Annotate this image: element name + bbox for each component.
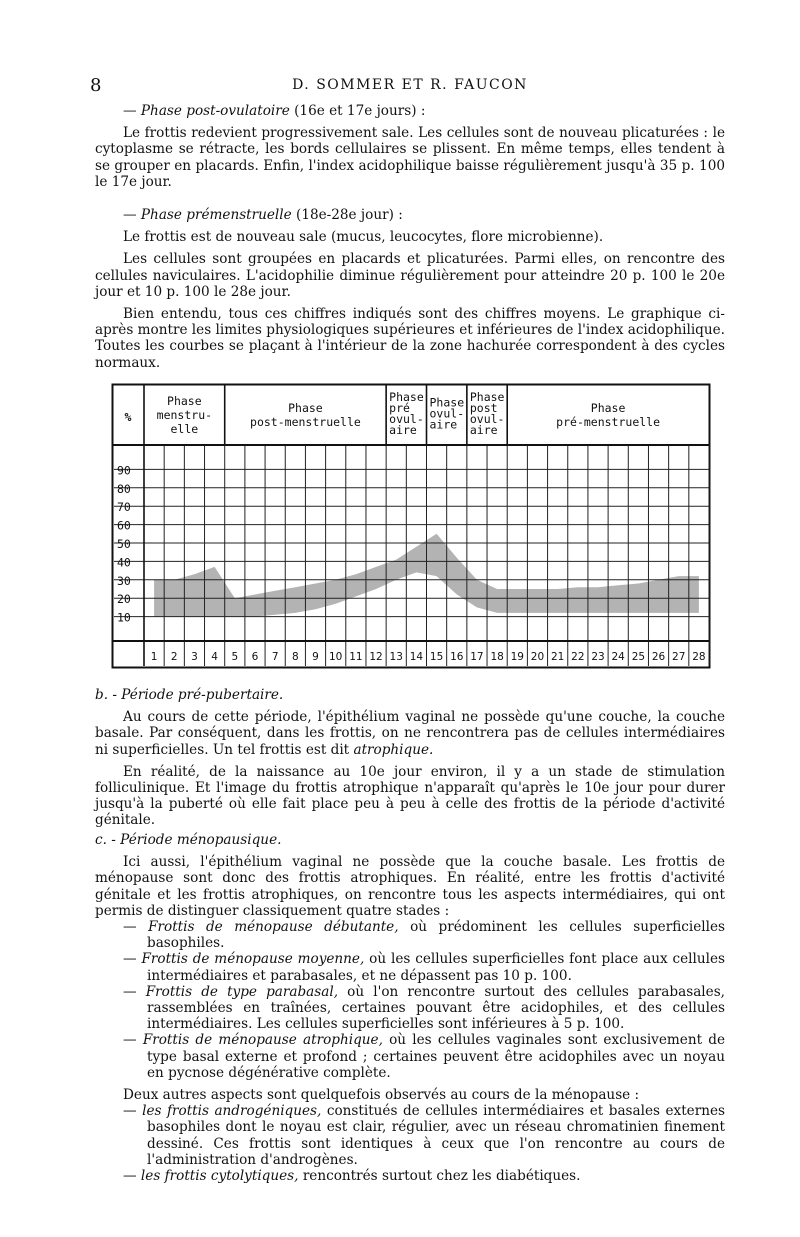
x-tick-label: 1: [150, 651, 158, 663]
y-axis-label: %: [124, 410, 132, 424]
x-tick-label: 27: [672, 651, 686, 663]
y-tick-label: 80: [117, 481, 131, 496]
phase-label-line: pré-menstruelle: [556, 415, 661, 429]
x-tick-label: 19: [510, 651, 524, 663]
running-title: D. SOMMER ET R. FAUCON: [292, 77, 528, 93]
y-tick-label: 40: [117, 555, 131, 570]
y-tick-label: 10: [117, 610, 131, 625]
x-tick-label: 21: [550, 651, 565, 663]
phase-label-line: elle: [170, 422, 199, 436]
section-premenstrual: [95, 207, 725, 371]
x-tick-label: 3: [191, 651, 198, 663]
phase-label-line: ovul-: [429, 406, 465, 421]
x-tick-label: 17: [470, 651, 484, 663]
y-tick-label: 20: [117, 592, 131, 607]
y-tick-label: 50: [117, 537, 131, 551]
x-tick-label: 13: [389, 651, 403, 663]
acidophilic-index-chart: [111, 383, 711, 669]
phase-label-line: Phase: [288, 401, 323, 415]
section-menopausal: [95, 832, 725, 1184]
phase-label: [556, 401, 660, 429]
phase-label-line: aire: [389, 423, 417, 437]
chart-svg: [111, 383, 711, 669]
phase-label-line: menstru-: [156, 408, 213, 422]
x-tick-label: 11: [349, 651, 363, 663]
aspect-item: — les frottis androgéniques, constitués de cellules intermédiaires et basales externes basophiles dont le noyau est clair, régulier, avec un réseau chromatinien finement dessiné. Ces frottis sont identiques à ceux que l'on rencontre au cours de l'administration d'androgènes.: [123, 1103, 726, 1168]
phase-label-line: pré: [389, 401, 410, 415]
y-tick-label: 90: [117, 463, 131, 478]
phase-label: [157, 394, 212, 436]
premenstrual-paragraph-1: Le frottis est de nouveau sale (mucus, leucocytes, flore microbienne).: [123, 229, 604, 246]
y-tick-label: 70: [117, 500, 131, 515]
menopausal-paragraph: Ici aussi, l'épithélium vaginal ne possède que la couche basale. Les frottis de ménopause sont donc des frottis atrophiques. En réalité, entre les frottis d'activité génitale et les frottis atrophiques, on rencontre tous les aspects intermédiaires, qui ont permis de distinguer classiquement quatre stades :: [95, 854, 725, 919]
x-tick-label: 28: [692, 651, 706, 663]
x-tick-label: 5: [231, 651, 239, 663]
prepubertal-heading: b. - Période pré-pubertaire.: [95, 687, 284, 703]
phase-label: [430, 396, 465, 432]
page-number: 8: [90, 75, 102, 96]
menopausal-paragraph-2: Deux autres aspects sont quelquefois observés au cours de la ménopause :: [123, 1087, 640, 1104]
x-tick-label: 16: [450, 651, 464, 663]
stage-item: — Frottis de ménopause débutante, où prédominent les cellules superficielles basophiles.: [123, 919, 726, 952]
stage-item: — Frottis de type parabasal, où l'on rencontre surtout des cellules parabasales, rassemblées en traînées, certaines pouvant être acidophiles, et des cellules intermédiaires. Les cellules superficielles sont inférieures à 5 p. 100.: [123, 983, 725, 1033]
y-tick-label: 60: [117, 518, 131, 533]
phase-label-line: Phase: [590, 401, 626, 415]
premenstrual-paragraph-3: Bien entendu, tous ces chiffres indiqués sont des chiffres moyens. Le graphique ci-après montre les limites physiologiques supérieures et inférieures de l'index acidophilique. Toutes les courbes se plaçant à l'intérieur de la zone hachurée correspondent à des cycles normaux.: [95, 306, 725, 371]
post-ovulatory-heading: — Phase post-ovulatoire (16e et 17e jours) :: [123, 103, 426, 119]
aspect-item: — les frottis cytolytiques, rencontrés surtout chez les diabétiques.: [123, 1168, 581, 1185]
x-tick-label: 10: [329, 651, 343, 663]
x-tick-label: 6: [251, 651, 259, 663]
x-tick-label: 15: [429, 651, 444, 663]
premenstrual-heading: — Phase prémenstruelle (18e-28e jour) :: [123, 207, 403, 223]
x-tick-label: 22: [571, 651, 585, 663]
x-tick-label: 18: [490, 651, 504, 663]
prepubertal-paragraph-2: En réalité, de la naissance au 10e jour environ, il y a un stade de stimulation folliculinique. Et l'image du frottis atrophique n'apparaît qu'après le 10e jour pour durer jusqu'à la puberté où elle fait place peu à peu à celle des frottis de la période d'activité génitale.: [95, 763, 725, 829]
menopausal-heading: c. - Période ménopausique.: [95, 832, 282, 848]
premenstrual-paragraph-2: Les cellules sont groupées en placards et plicaturées. Parmi elles, on rencontre des cellules naviculaires. L'acidophilie diminue régulièrement pour atteindre 20 p. 100 le 20e jour et 10 p. 100 le 28e jour.: [95, 251, 725, 300]
phase-label-line: aire: [469, 423, 498, 437]
phase-label-line: Phase: [167, 394, 202, 408]
x-tick-label: 8: [291, 651, 299, 663]
x-tick-label: 4: [211, 651, 218, 663]
x-tick-label: 12: [369, 651, 383, 663]
x-tick-label: 14: [409, 651, 424, 663]
phase-label: [250, 401, 361, 429]
phase-label: [389, 390, 424, 437]
x-tick-label: 24: [611, 651, 625, 663]
x-tick-label: 25: [631, 651, 646, 663]
phase-label-line: ovul-: [389, 412, 424, 426]
x-tick-label: 2: [170, 651, 178, 663]
section-post-ovulatory: [95, 103, 725, 190]
phase-label-line: post-menstruelle: [250, 415, 361, 429]
phase-label-line: post: [469, 401, 498, 415]
phase-label-line: Phase: [469, 390, 505, 404]
phase-label-line: Phase: [389, 390, 424, 404]
x-tick-label: 7: [271, 651, 279, 663]
phase-label-line: Phase: [429, 395, 465, 410]
y-tick-label: 30: [117, 573, 131, 588]
phase-label-line: aire: [429, 417, 458, 432]
x-tick-label: 26: [651, 651, 666, 663]
prepubertal-paragraph-1: Au cours de cette période, l'épithélium vaginal ne possède qu'une couche, la couche basale. Par conséquent, dans les frottis, on ne rencontrera pas de cellules intermédiaires ni superficielles. Un tel frottis est dit atrophique.: [95, 709, 725, 758]
page-header: [90, 75, 730, 97]
phase-label-line: ovul-: [469, 412, 505, 426]
x-tick-label: 23: [591, 651, 605, 663]
phase-label: [470, 390, 505, 437]
stage-item: — Frottis de ménopause moyenne, où les cellules superficielles font place aux cellules intermédiaires et parabasales, et ne dépassent pas 10 p. 100.: [123, 951, 725, 984]
x-tick-label: 9: [312, 651, 319, 663]
x-tick-label: 20: [530, 651, 545, 663]
post-ovulatory-paragraph: Le frottis redevient progressivement sale. Les cellules sont de nouveau plicaturées : le cytoplasme se rétracte, les bords cellulaires se plissent. En même temps, elles tendent à se grouper en placards. Enfin, l'index acidophilique baisse régulièrement jusqu'à 35 p. 100 le 17e jour.: [95, 125, 725, 190]
section-prepubertal: [95, 687, 725, 829]
stage-item: — Frottis de ménopause atrophique, où les cellules vaginales sont exclusivement de type basal externe et profond ; certaines peuvent être acidophiles avec un noyau en pycnose dégénérative complète.: [123, 1032, 726, 1081]
